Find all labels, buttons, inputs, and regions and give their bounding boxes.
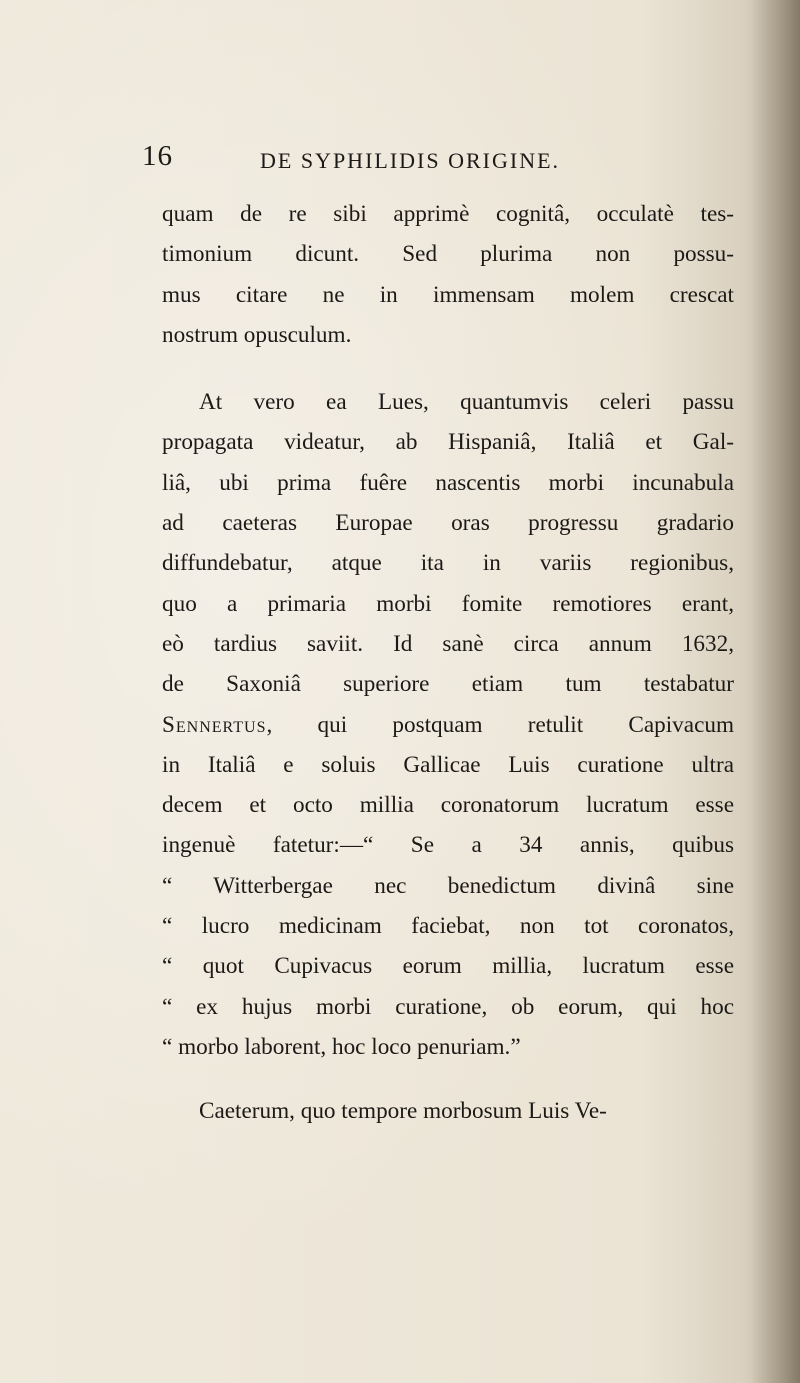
page-edge-shadow bbox=[750, 0, 800, 1383]
author-name: Sennertus bbox=[162, 711, 267, 738]
text-line: “ quot Cupivacus eorum millia, lucratum esse bbox=[162, 953, 734, 980]
running-title: DE SYPHILIDIS ORIGINE. bbox=[260, 148, 561, 173]
text-line: diffundebatur, atque ita in variis regionibus, bbox=[162, 550, 734, 577]
page-number: 16 bbox=[142, 140, 173, 172]
text-line: quo a primaria morbi fomite remotiores erant, bbox=[162, 590, 734, 617]
text-line: in Italiâ e soluis Gallicae Luis curatione ultra bbox=[162, 751, 734, 778]
text-line-smallcaps bbox=[162, 705, 734, 745]
text-line: nostrum opusculum. bbox=[162, 321, 352, 348]
text-line: ingenuè fatetur:—“ Se a 34 annis, quibus bbox=[162, 832, 734, 859]
page-header bbox=[142, 140, 742, 190]
text-line: At vero ea Lues, quantumvis celeri passu bbox=[199, 389, 734, 416]
text-line: Caeterum, quo tempore morbosum Luis Ve- bbox=[199, 1098, 607, 1125]
text-line: decem et octo millia coronatorum lucratum esse bbox=[162, 792, 734, 819]
text-line: “ lucro medicinam faciebat, non tot coronatos, bbox=[162, 913, 734, 940]
text-line: eò tardius saviit. Id sanè circa annum 1632, bbox=[162, 630, 734, 657]
text-line: “ morbo laborent, hoc loco penuriam.” bbox=[162, 1033, 521, 1060]
paragraph-1 bbox=[162, 194, 734, 355]
paragraph-2 bbox=[162, 382, 734, 1067]
text-line: ad caeteras Europae oras progressu gradario bbox=[162, 510, 734, 537]
text-line: de Saxoniâ superiore etiam tum testabatur bbox=[162, 671, 734, 698]
text-line: “ Witterbergae nec benedictum divinâ sine bbox=[162, 872, 734, 899]
body-text bbox=[162, 194, 734, 1132]
text-line: mus citare ne in immensam molem crescat bbox=[162, 281, 734, 308]
text-line: liâ, ubi prima fuêre nascentis morbi incunabula bbox=[162, 469, 734, 496]
text-line: “ ex hujus morbi curatione, ob eorum, qui hoc bbox=[162, 993, 734, 1020]
text-line-rest: , qui postquam retulit Capivacum bbox=[266, 711, 734, 738]
paragraph-3 bbox=[162, 1091, 734, 1131]
text-line: timonium dicunt. Sed plurima non possu- bbox=[162, 241, 734, 268]
text-line: propagata videatur, ab Hispaniâ, Italiâ et Gal- bbox=[162, 429, 734, 456]
text-line: quam de re sibi apprimè cognitâ, occulatè tes- bbox=[162, 201, 734, 227]
